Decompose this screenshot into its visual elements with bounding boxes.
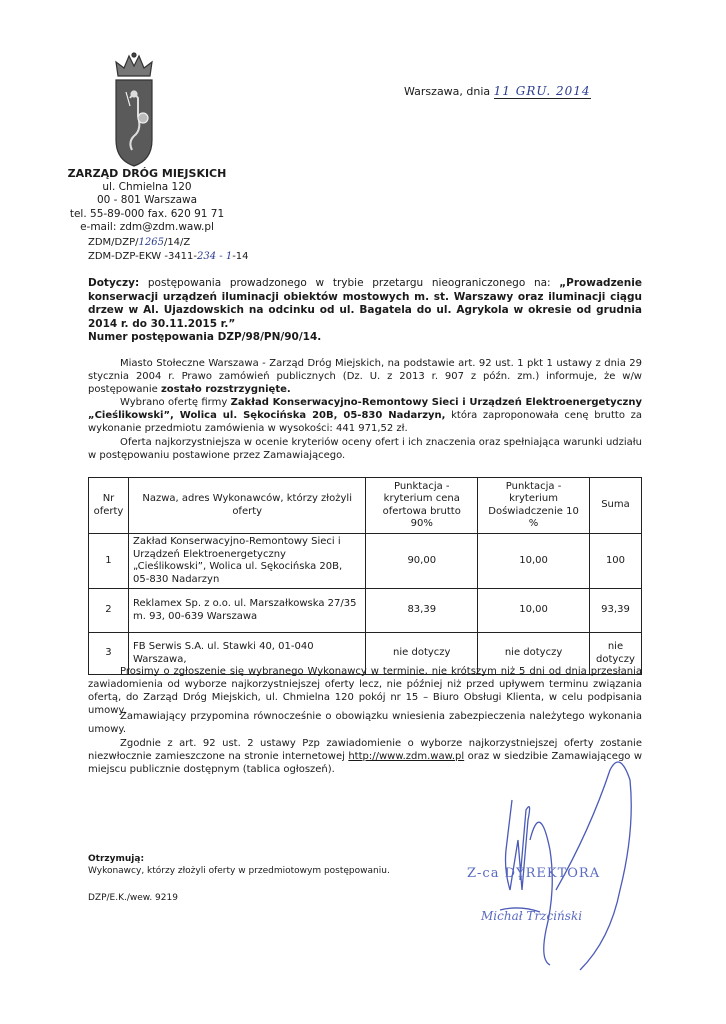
header-sum: Suma xyxy=(589,478,641,534)
paragraph-1-bold: zostało rozstrzygnięte. xyxy=(160,384,291,395)
row-price: 90,00 xyxy=(366,534,478,589)
paragraph-5-text: Zamawiający przypomina równocześnie o obowiązku wniesienia zabezpieczenia należytego wykonania umowy. xyxy=(88,711,642,735)
row-nr: 3 xyxy=(89,633,129,675)
recipients xyxy=(88,853,390,877)
row-sum: 100 xyxy=(589,534,641,589)
reference-1-suffix: /14/Z xyxy=(163,237,191,248)
sender-phone: tel. 55-89-000 fax. 620 91 71 xyxy=(69,207,225,220)
reference-1-prefix: ZDM/DZP/ xyxy=(88,237,139,248)
table-row xyxy=(89,534,642,589)
website-link[interactable]: http://www.zdm.waw.pl xyxy=(348,751,465,762)
paragraph-6-text: Zgodnie z art. 92 ust. 2 ustawy Pzp zawiadomienie o wyborze najkorzystniejszej oferty zostanie niezwłocznie zamieszczone na stronie internetowej xyxy=(88,738,642,762)
reference-line-1 xyxy=(88,236,249,250)
sender-email: e-mail: zdm@zdm.waw.pl xyxy=(80,221,214,233)
reference-2-handwritten: 234 - 1 xyxy=(197,251,233,262)
stamp-signer: Michał Trzciński xyxy=(481,909,583,923)
table-row xyxy=(89,589,642,633)
paragraph-legal-basis xyxy=(88,357,642,396)
header-price: Punktacja - kryterium cena ofertowa brutto 90% xyxy=(366,478,478,534)
reference-numbers xyxy=(88,236,249,264)
row-experience: 10,00 xyxy=(478,589,590,633)
row-sum: 93,39 xyxy=(589,589,641,633)
warsaw-coat-of-arms-icon xyxy=(108,52,160,170)
table-header-row xyxy=(89,478,642,534)
paragraph-4-text: Prosimy o zgłoszenie się wybranego Wykonawcy w terminie, nie krótszym niż 5 dni od dnia przesłania zawiadomienia od wyborze najkorzystniejszej oferty lecz, nie później niż przed upływem terminu związania ofertą, do Zarząd Dróg Miejskich, ul. Chmielna 120 pokój nr 15 – Biuro Obsługi Klienta, w celu podpisania umowy. xyxy=(88,666,642,716)
row-nr: 1 xyxy=(89,534,129,589)
sender-name: ZARZĄD DRÓG MIEJSKICH xyxy=(67,167,227,180)
sender-block xyxy=(66,167,228,235)
reference-line-2 xyxy=(88,250,249,264)
footer-reference: DZP/E.K./wew. 9219 xyxy=(88,893,178,903)
row-name: Zakład Konserwacyjno-Remontowy Sieci i Urządzeń Elektroenergetyczny „Cieślikowski”, Wolica ul. Sękocińska 20B, 05-830 Nadarzyn xyxy=(128,534,365,589)
sender-city: 00 - 801 Warszawa xyxy=(96,194,198,206)
paragraph-2-lead: Wybrano ofertę firmy xyxy=(120,397,228,408)
row-experience: 10,00 xyxy=(478,534,590,589)
row-sum: nie dotyczy xyxy=(589,633,641,675)
reference-2-prefix: ZDM-DZP-EKW -3411- xyxy=(88,251,198,262)
row-name: Reklamex Sp. z o.o. ul. Marszałkowska 27/35 m. 93, 00-639 Warszawa xyxy=(128,589,365,633)
paragraph-security-deposit xyxy=(88,710,642,736)
recipients-heading: Otrzymują: xyxy=(88,854,145,864)
row-price: nie dotyczy xyxy=(366,633,478,675)
subject xyxy=(88,277,642,345)
paragraph-2-price: która zaproponowała cenę brutto za wykonanie przedmiotu zamówienia w wysokości: 441 971,52 zł. xyxy=(88,410,642,434)
paragraph-1-text: Miasto Stołeczne Warszawa - Zarząd Dróg Miejskich, na podstawie art. 92 ust. 1 pkt 1 ustawy z dnia 29 stycznia 2004 r. Prawo zamówień publicznych (Dz. U. z 2013 r. 907 z późn. zm.) informuje, że w/w postępowanie xyxy=(88,358,642,395)
paragraph-3-text: Oferta najkorzystniejsza w ocenie kryteriów oceny ofert i ich znaczenia oraz spełniająca warunki udziału w postępowaniu postawione przez Zamawiającego. xyxy=(88,437,642,461)
paragraph-selected-offer xyxy=(88,396,642,435)
row-price: 83,39 xyxy=(366,589,478,633)
subject-label: Dotyczy: xyxy=(88,277,140,289)
subject-text: postępowania prowadzonego w trybie przetargu nieograniczonego na: xyxy=(147,277,551,289)
paragraph-criteria xyxy=(88,436,642,462)
procedure-number: Numer postępowania DZP/98/PN/90/14. xyxy=(88,331,322,343)
stamp-title: Z-ca DYREKTORA xyxy=(467,866,601,881)
sender-street: ul. Chmielna 120 xyxy=(102,180,192,193)
date-line xyxy=(404,84,591,99)
subject-title: „Prowadzenie konserwacji urządzeń iluminacji obiektów mostowych m. st. Warszawy oraz iluminacji ciągu drzew w Al. Ujazdowskich na odcinku od ul. Bagatela do ul. Agrykola w okresie od grudnia 2014 r. do 30.11.2015 r.” xyxy=(88,277,642,330)
header-name: Nazwa, adres Wykonawców, którzy złożyli oferty xyxy=(128,478,365,534)
row-experience: nie dotyczy xyxy=(478,633,590,675)
paragraph-2-company: Zakład Konserwacyjno-Remontowy Sieci i Urządzeń Elektroenergetyczny „Cieślikowski”, Wolica ul. Sękocińska 20B, 05-830 Nadarzyn, xyxy=(88,397,642,421)
recipients-text: Wykonawcy, którzy złożyli oferty w przedmiotowym postępowaniu. xyxy=(88,866,390,876)
reference-2-suffix: -14 xyxy=(232,251,249,262)
date-prefix: Warszawa, dnia xyxy=(404,85,491,98)
paragraph-6-tail: oraz w siedzibie Zamawiającego w miejscu publicznie dostępnym (tablica ogłoszeń). xyxy=(88,751,643,775)
row-nr: 2 xyxy=(89,589,129,633)
row-name: FB Serwis S.A. ul. Stawki 40, 01-040 Warszawa, xyxy=(128,633,365,675)
reference-1-handwritten: 1265 xyxy=(138,237,164,248)
offers-table xyxy=(88,477,642,675)
header-experience: Punktacja - kryterium Doświadczenie 10 % xyxy=(478,478,590,534)
director-stamp xyxy=(463,859,613,929)
header-nr: Nr oferty xyxy=(89,478,129,534)
date-stamp-value: 11 GRU. 2014 xyxy=(493,84,591,98)
